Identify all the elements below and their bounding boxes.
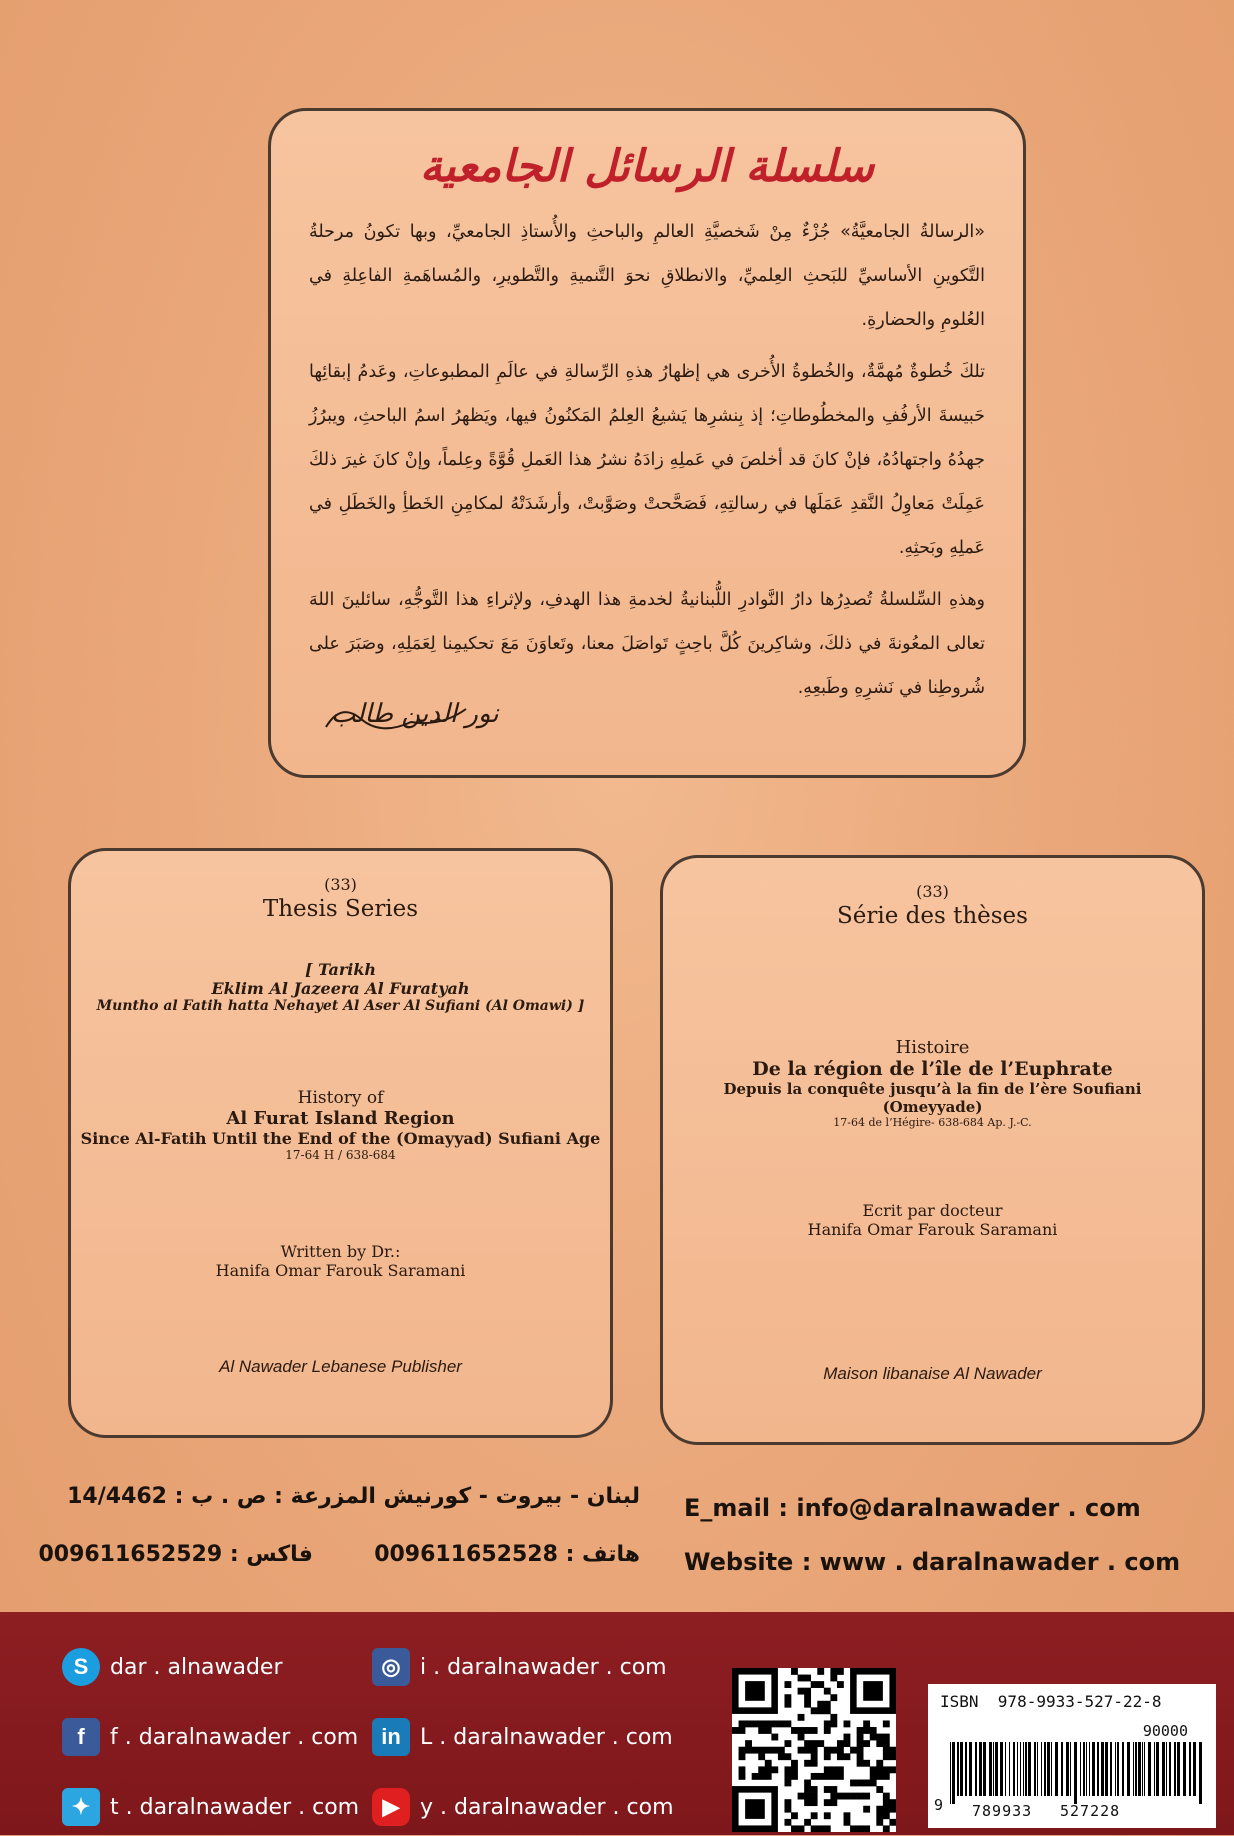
arabic-paragraph-3: وهذهِ السِّلسلةُ تُصدِرُها دارُ النَّوادرِ اللُّبنانيةُ لخدمةِ هذا الهدفِ، ولإثراءِ هذا التَّوجُّهِ، سائلينَ اللهَ تعالى المعُونةَ في ذلكَ، وشاكِرينَ كُلَّ باحِثٍ تَواصَلَ معنا، وتَعاوَنَ مَعَ تحكيمِنا لِعَمَلِهِ، وصَبَرَ على شُروطِنا في نَشرِهِ وطَبعِهِ. <box>309 590 985 698</box>
arabic-series-title: سلسلة الرسائل الجامعية <box>419 141 875 192</box>
fax-label: فاكس : <box>229 1542 313 1567</box>
book-dates-fr: 17-64 de l’Hégire- 638-684 Ap. J.-C. <box>833 1116 1032 1129</box>
phone-fax-line <box>40 1542 640 1567</box>
author-name-fr: Hanifa Omar Farouk Saramani <box>807 1220 1058 1239</box>
barcode-digits-left: 789933 <box>972 1802 1033 1820</box>
written-by-fr: Ecrit par docteur <box>862 1201 1003 1220</box>
isbn-label: ISBN 978-9933-527-22-8 <box>940 1692 1162 1711</box>
book-dates: 17-64 H / 638-684 <box>285 1148 396 1162</box>
english-info-box <box>68 848 613 1438</box>
french-info-box <box>660 855 1205 1445</box>
series-name-fr: Série des thèses <box>837 903 1028 929</box>
youtube-text: y . daralnawader . com <box>420 1794 674 1820</box>
facebook-text: f . daralnawader . com <box>110 1724 359 1750</box>
histoire-label: Histoire <box>895 1037 970 1058</box>
instagram-text: i . daralnawader . com <box>420 1654 667 1680</box>
postal-address: لبنان - بيروت - كورنيش المزرعة : ص . ب : 14/4462 <box>67 1484 640 1509</box>
website-link[interactable]: Website : www . daralnawader . com <box>684 1548 1181 1576</box>
arabic-paragraph-2: تلكَ خُطوةٌ مُهمَّةٌ، والخُطوةُ الأُخرى هي إظهارُ هذهِ الرِّسالةِ في عالَمِ المطبوعاتِ، وعَدمُ إبقائِها حَبيسةَ الأرفُفِ والمخطُوطاتِ؛ إذ بِنشرِها يَشيعُ العِلمُ المَكنُونُ فيها، ويَظهرُ اسمُ الباحثِ، ويبرُزُ جهدُهُ واجتهادُهُ، فإنْ كانَ قد أخلصَ في عَملِهِ زادَهُ نشرُ هذا العَملِ قُوَّةً وعِلماً، وإنْ كانَ غيرَ ذلكَ عَمِلَتْ مَعاوِلُ النَّقدِ عَمَلَها في رسالتِهِ، فَصَحَّحتْ وصَوَّبتْ، وأرشَدَتْهُ لمكامِنِ الخَطأِ والخَطَلِ في عَملِهِ وبَحثِهِ. <box>309 362 985 558</box>
linkedin-icon: in <box>372 1718 410 1756</box>
author-name: Hanifa Omar Farouk Saramani <box>215 1261 466 1280</box>
price-code: 90000 <box>1142 1722 1188 1740</box>
phone-label: هاتف : <box>565 1542 640 1567</box>
skype-icon: S <box>62 1648 100 1686</box>
book-subtitle: Since Al-Fatih Until the End of the (Omayyad) Sufiani Age <box>80 1129 601 1148</box>
skype-text: dar . alnawader <box>110 1654 283 1680</box>
book-subtitle-fr: Depuis la conquête jusqu’à la fin de l’ère Soufiani <box>723 1080 1142 1098</box>
youtube-icon: ▶ <box>372 1788 410 1826</box>
series-name: Thesis Series <box>262 896 419 922</box>
book-title-fr: De la région de l’île de l’Euphrate <box>752 1058 1113 1080</box>
series-number: (33) <box>324 875 357 894</box>
isbn-barcode <box>928 1684 1216 1828</box>
arabic-paragraph-1: «الرسالةُ الجامعيَّةُ» جُزْءٌ مِنْ شَخصيَّةِ العالمِ والباحثِ والأُستاذِ الجامعيِّ، وبها تكونُ مرحلةُ التَّكوينِ الأساسيِّ للبَحثِ العِلميِّ، والانطلاقِ نحوَ التَّنميةِ والتَّطويرِ، والمُساهَمةِ الفاعِلةِ في العُلومِ والحضارةِ. <box>309 222 985 330</box>
youtube-link[interactable] <box>372 1788 674 1826</box>
book-subtitle-fr-2: (Omeyyade) <box>882 1098 983 1116</box>
facebook-link[interactable] <box>62 1718 358 1756</box>
arabic-series-box <box>268 108 1026 778</box>
translit-line-3: Muntho al Fatih hatta Nehayet Al Aser Al Sufiani (Al Omawi) ] <box>96 998 585 1014</box>
translit-line-2: Eklim Al Jazeera Al Furatyah <box>211 979 470 998</box>
twitter-link[interactable] <box>62 1788 359 1826</box>
email-link[interactable]: E_mail : info@daralnawader . com <box>684 1494 1141 1522</box>
linkedin-link[interactable] <box>372 1718 673 1756</box>
fax-number: 009611652529 <box>38 1542 223 1567</box>
barcode-digits-right: 527228 <box>1060 1802 1121 1820</box>
written-by: Written by Dr.: <box>280 1242 401 1261</box>
skype-link[interactable] <box>62 1648 283 1686</box>
book-title: Al Furat Island Region <box>226 1108 455 1129</box>
publisher-name-fr: Maison libanaise Al Nawader <box>823 1364 1042 1383</box>
twitter-text: t . daralnawader . com <box>110 1794 360 1820</box>
facebook-icon: f <box>62 1718 100 1756</box>
barcode-lead-digit: 9 <box>934 1796 944 1814</box>
signature: نور الدين طالب <box>331 699 499 729</box>
phone-number: 009611652528 <box>374 1542 558 1567</box>
series-number-fr: (33) <box>916 882 949 901</box>
history-of: History of <box>297 1088 384 1108</box>
linkedin-text: L . daralnawader . com <box>420 1724 673 1750</box>
publisher-name: Al Nawader Lebanese Publisher <box>219 1357 462 1376</box>
translit-line-1: [ Tarikh <box>304 960 377 979</box>
instagram-link[interactable] <box>372 1648 667 1686</box>
instagram-icon: ◎ <box>372 1648 410 1686</box>
qr-code-icon[interactable] <box>732 1668 896 1832</box>
twitter-icon: ✦ <box>62 1788 100 1826</box>
